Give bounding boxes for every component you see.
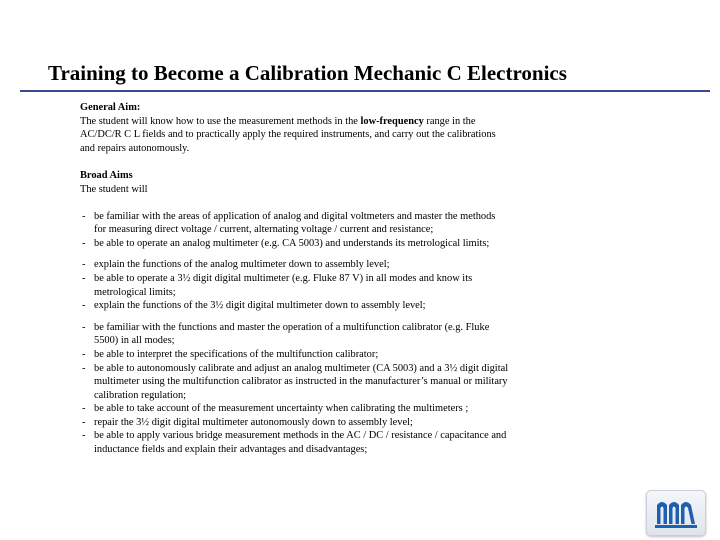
institution-logo-icon	[646, 490, 706, 536]
list-item: - be able to interpret the specifications of the multifunction calibrator;	[94, 348, 510, 362]
aim-group-2	[80, 258, 510, 312]
list-item: - explain the functions of the analog multimeter down to assembly level;	[94, 258, 510, 272]
content-body	[80, 101, 510, 457]
aim-group-3	[80, 321, 510, 457]
list-item: - repair the 3½ digit digital multimeter autonomously down to assembly level;	[94, 416, 510, 430]
general-aim-text: The student will know how to use the measurement methods in the low-frequency range in the AC/DC/R C L fields and to practically apply the required instruments, and carry out the calibrations and repairs autonomously.	[80, 115, 496, 154]
list-item: - explain the functions of the 3½ digit digital multimeter down to assembly level;	[94, 299, 510, 313]
list-item: - be familiar with the areas of application of analog and digital voltmeters and master the methods for measuring direct voltage / current, alternating voltage / current and resistance;	[94, 210, 510, 237]
list-item: - be familiar with the functions and master the operation of a multifunction calibrator (e.g. Fluke 5500) in all modes;	[94, 321, 510, 348]
slide-title: Training to Become a Calibration Mechanic C Electronics	[48, 61, 567, 85]
general-aim-heading: General Aim:	[80, 102, 141, 113]
title-divider	[20, 90, 710, 92]
aim-group-1	[80, 210, 510, 251]
list-item: - be able to operate a 3½ digit digital multimeter (e.g. Fluke 87 V) in all modes and know its metrological limits;	[94, 272, 510, 299]
broad-aims-intro: The student will	[80, 183, 148, 195]
list-item: - be able to apply various bridge measurement methods in the AC / DC / resistance / capacitance and inductance fields and explain their advantages and disadvantages;	[94, 429, 510, 456]
list-item: - be able to take account of the measurement uncertainty when calibrating the multimeters ;	[94, 402, 510, 416]
list-item: - be able to autonomously calibrate and adjust an analog multimeter (CA 5003) and a 3½ digit digital multimeter using the multifunction calibrator as instructed in the manufacturer’s manual or military calibration regulation;	[94, 362, 510, 403]
aim-list	[80, 210, 510, 457]
list-item: - be able to operate an analog multimeter (e.g. CA 5003) and understands its metrological limits;	[94, 237, 510, 251]
broad-aims-heading: Broad Aims	[80, 170, 133, 182]
logo-mark-icon	[647, 491, 705, 535]
